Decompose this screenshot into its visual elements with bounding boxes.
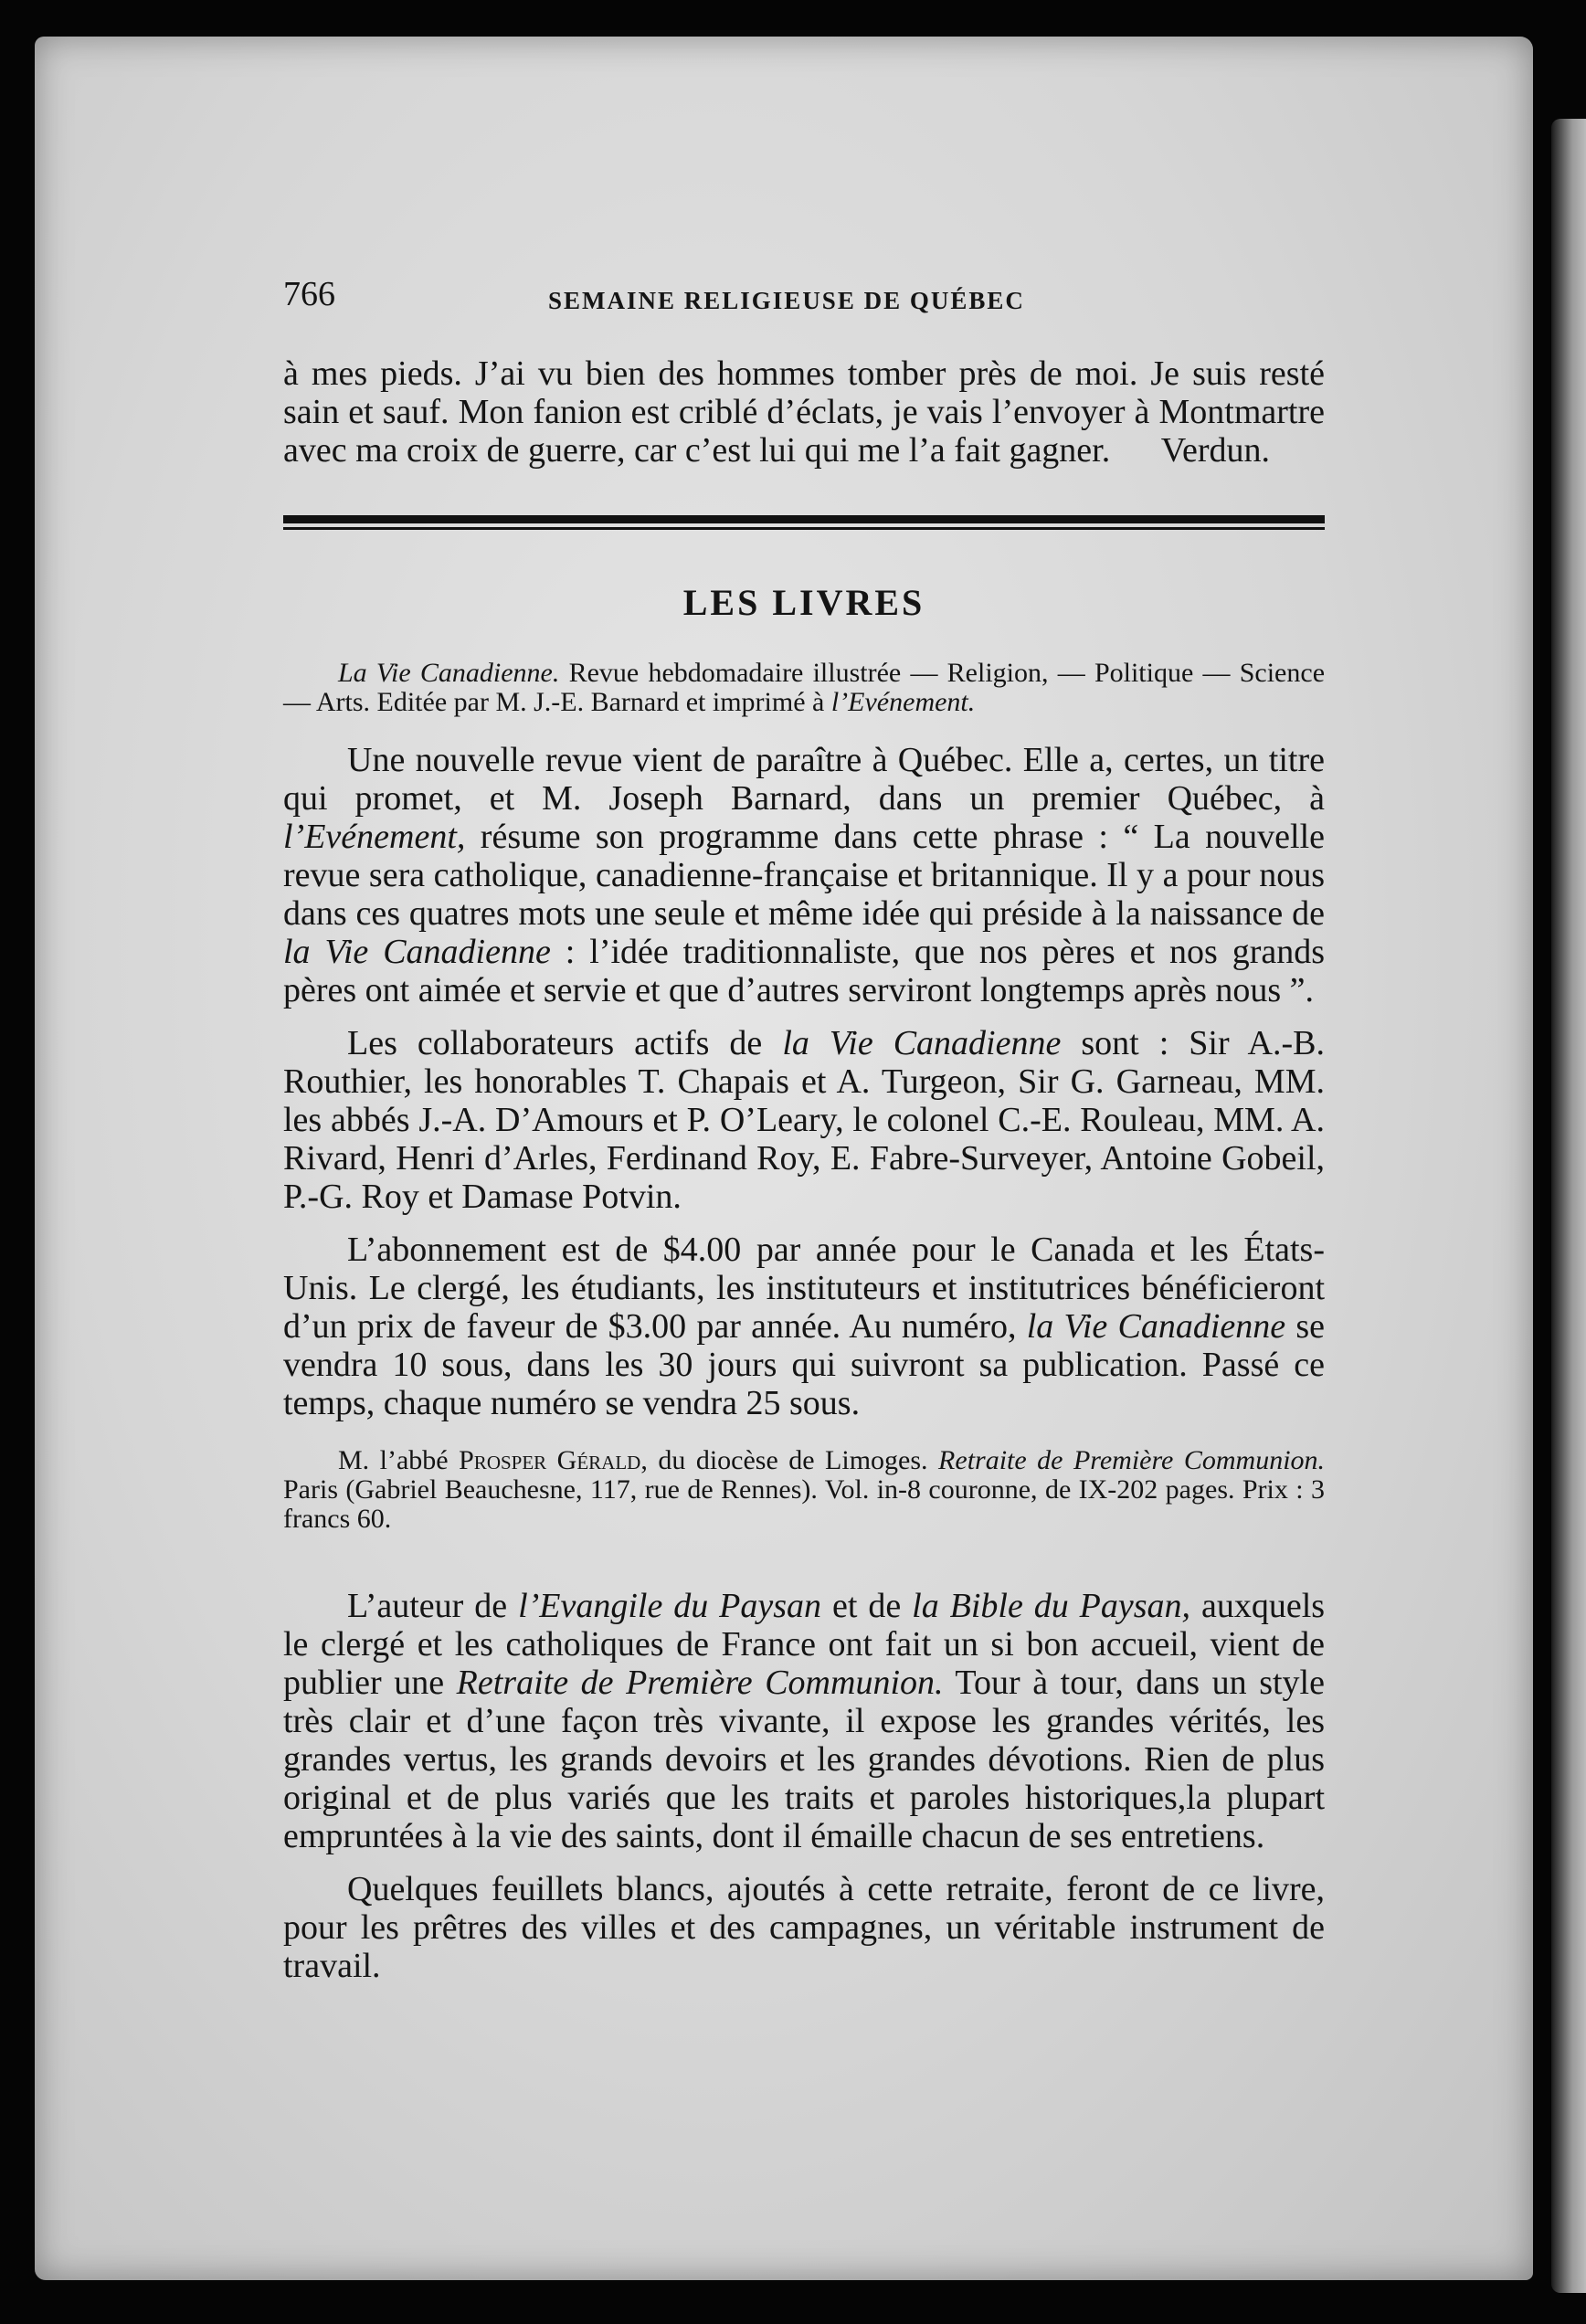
text-run-italic: Retraite de Première Communion. — [456, 1664, 944, 1702]
text-run: Une nouvelle revue vient de paraître à Québec. Elle a, certes, un titre qui promet, et M. Joseph Barnard, dans un premier Québec, à — [283, 741, 1325, 818]
text-run: auxquels le clergé et les catholiques de France ont fait un si bon accueil, vient de publier une — [283, 1587, 1326, 1702]
adjacent-page-edge — [1551, 119, 1586, 2293]
review2-book-details: Paris (Gabriel Beauchesne, 117, rue de Rennes). Vol. in-8 couronne, de IX-202 pages. Prix : 3 francs 60. — [283, 1474, 1325, 1534]
review2-author: Prosper Gérald, — [459, 1445, 648, 1475]
divider-thin-rule — [283, 527, 1325, 530]
text-run: et de — [831, 1587, 902, 1625]
text-run: L’abonnement est de $4.00 par année pour le Canada et les États-Unis. Le clergé, les étudiants, les instituteurs et institutrices bénéficieront d’un prix de faveur de $3.00 par année. Au numéro, — [283, 1231, 1325, 1346]
review2-citation — [283, 1446, 1325, 1534]
review1-paragraph-1 — [283, 741, 1325, 1009]
text-run: Tour à tour, dans un style très clair et d’une façon très vivante, il expose les grandes vérités, les grandes vertus, les grands devoirs et les grandes dévotions. Rien de plus original et de plus variés que les traits et paroles historiques,la plupart empruntées à la vie des saints, dont il émaille chacun de ses entretiens. — [283, 1664, 1325, 1855]
text-run: L’auteur de — [347, 1587, 508, 1625]
text-run: : l’idée traditionnaliste, que nos pères et nos grands pères ont aimée et servie et que d’autres serviront longtemps après nous ”. — [283, 933, 1325, 1009]
text-run: du diocèse de Limoges. — [658, 1445, 928, 1475]
text-run: sont : Sir A.-B. Routhier, les honorables T. Chapais et A. Turgeon, Sir G. Garneau, MM. les abbés J.-A. D’Amours et P. O’Leary, le colonel C.-E. Rouleau, MM. A. Rivard, Henri d’Arles, Ferdinand Roy, E. Fabre-Surveyer, Antoine Gobeil, P.-G. Roy et Damase Potvin. — [283, 1024, 1325, 1216]
review2-paragraph-2: Quelques feuillets blancs, ajoutés à cette retraite, feront de ce livre, pour les prêtres des villes et des campagnes, un véritable instrument de travail. — [283, 1870, 1325, 1985]
review1-publisher: l’Evénement. — [830, 687, 976, 717]
review1-journal-title: La Vie Canadienne. — [338, 658, 560, 688]
review1-paragraph-3 — [283, 1231, 1325, 1422]
letter-ending: à mes pieds. J’ai vu bien des hommes tomber près de moi. Je suis resté sain et sauf. Mon fanion est criblé d’éclats, je vais l’envoyer à Montmartre avec ma croix de guerre, car c’est lui qui me l’a fait gagner. — [283, 354, 1325, 470]
review1-citation — [283, 659, 1325, 717]
page-number: 766 — [283, 275, 335, 313]
journal-title: SEMAINE RELIGIEUSE DE QUÉBEC — [548, 287, 1025, 314]
text-run: M. l’abbé — [338, 1445, 449, 1475]
text-run: Les collaborateurs actifs de — [347, 1024, 763, 1062]
text-run: résume son programme dans cette phrase : “ La nouvelle revue sera catholique, canadienne-française et britannique. Il y a pour nous dans ces quatres mots une seule et même idée qui préside à la naissance de — [283, 818, 1325, 933]
section-title: LES LIVRES — [682, 582, 925, 623]
text-run-italic: l’Evénement, — [283, 818, 466, 856]
letter-signature: Verdun. — [1160, 431, 1270, 470]
review2-paragraph-1 — [283, 1587, 1325, 1855]
review1-paragraph-2 — [283, 1024, 1325, 1216]
review1-citation-details: Revue hebdomadaire illustrée — Religion, — Politique — Science — Arts. Editée par M. J.-E. Barnard et imprimé à — [283, 658, 1326, 717]
text-run: se vendra 10 sous, dans les 30 jours qui suivront sa publication. Passé ce temps, chaque numéro se vendra 25 sous. — [283, 1307, 1325, 1422]
section-divider — [283, 515, 1325, 530]
text-run-italic: la Vie Canadienne — [1026, 1307, 1286, 1346]
page-content — [283, 274, 1325, 1985]
divider-thick-rule — [283, 515, 1325, 523]
text-run-italic: la Vie Canadienne — [283, 933, 551, 971]
text-run-italic: la Bible du Paysan, — [912, 1587, 1191, 1625]
text-run-italic: l’Evangile du Paysan — [518, 1587, 822, 1625]
text-run-italic: la Vie Canadienne — [782, 1024, 1062, 1062]
running-head — [283, 274, 1325, 325]
review2-book-title: Retraite de Première Communion. — [938, 1445, 1326, 1475]
